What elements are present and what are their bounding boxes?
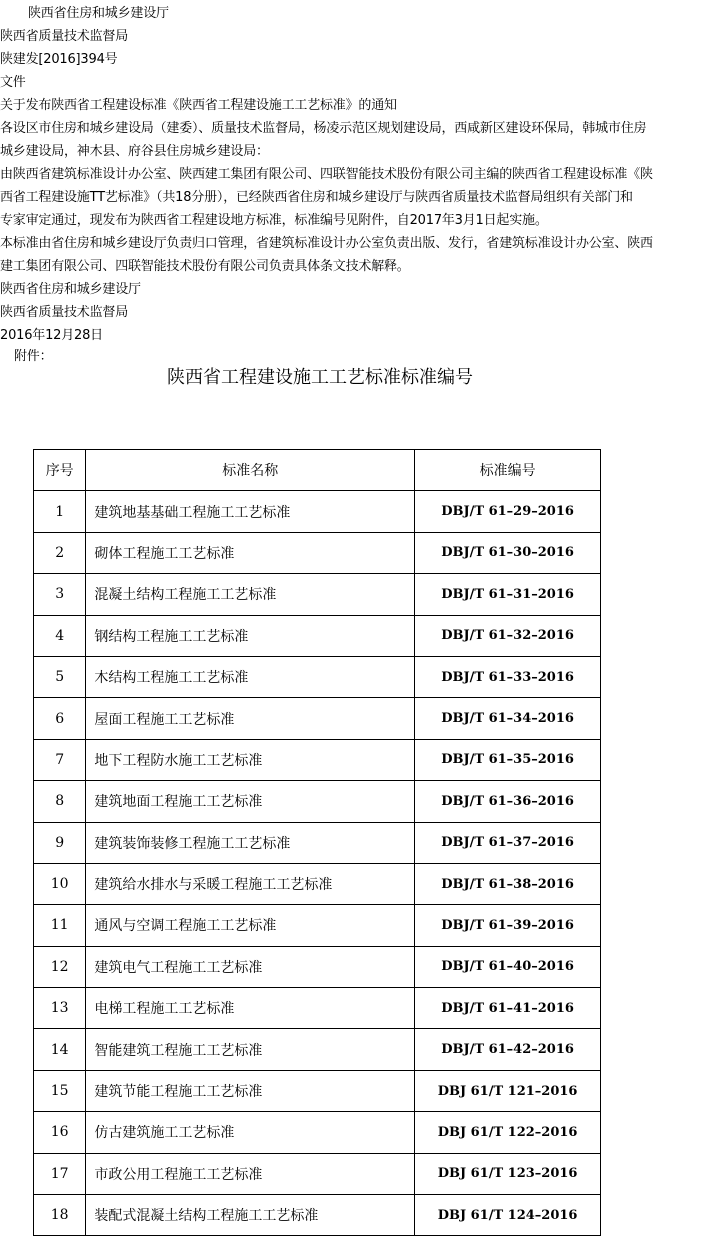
standard-code-cell: DBJ/T 61–32–2016 — [415, 615, 601, 656]
standard-code-cell: DBJ/T 61–39–2016 — [415, 905, 601, 946]
standard-code-cell: DBJ 61/T 123–2016 — [415, 1153, 601, 1194]
serial-cell: 17 — [34, 1153, 86, 1194]
standard-code-cell: DBJ/T 61–30–2016 — [415, 532, 601, 573]
standard-code-cell: DBJ/T 61–41–2016 — [415, 988, 601, 1029]
standard-name-cell: 建筑地基基础工程施工工艺标准 — [86, 491, 415, 532]
table-row — [34, 739, 601, 780]
table-row — [34, 491, 601, 532]
standard-name-cell: 建筑装饰装修工程施工工艺标准 — [86, 822, 415, 863]
standard-name-cell: 建筑地面工程施工工艺标准 — [86, 781, 415, 822]
table-row — [34, 1153, 601, 1194]
serial-cell: 14 — [34, 1029, 86, 1070]
standard-name-cell: 建筑节能工程施工工艺标准 — [86, 1070, 415, 1111]
serial-cell: 13 — [34, 988, 86, 1029]
standard-name-cell: 钢结构工程施工工艺标准 — [86, 615, 415, 656]
table-header-row — [34, 450, 601, 491]
table-row — [34, 1029, 601, 1070]
serial-cell: 16 — [34, 1112, 86, 1153]
attachment-label: 附件： — [14, 349, 53, 364]
attachment-title: 陕西省工程建设施工工艺标准标准编号 — [167, 367, 473, 388]
header-serial: 序号 — [34, 450, 86, 491]
standards-table — [33, 449, 601, 1236]
serial-cell: 6 — [34, 698, 86, 739]
serial-cell: 3 — [34, 574, 86, 615]
standard-name-cell: 建筑电气工程施工工艺标准 — [86, 946, 415, 987]
standard-code-cell: DBJ/T 61–36–2016 — [415, 781, 601, 822]
table-row — [34, 656, 601, 697]
standard-code-cell: DBJ/T 61–33–2016 — [415, 656, 601, 697]
table-row — [34, 1070, 601, 1111]
standard-name-cell: 混凝土结构工程施工工艺标准 — [86, 574, 415, 615]
table-row — [34, 1112, 601, 1153]
standard-code-cell: DBJ 61/T 124–2016 — [415, 1195, 601, 1236]
serial-cell: 8 — [34, 781, 86, 822]
table-row — [34, 905, 601, 946]
table-row — [34, 781, 601, 822]
standard-name-cell: 砌体工程施工工艺标准 — [86, 532, 415, 573]
serial-cell: 10 — [34, 863, 86, 904]
table-row — [34, 863, 601, 904]
standard-code-cell: DBJ 61/T 122–2016 — [415, 1112, 601, 1153]
table-row — [34, 698, 601, 739]
table-row — [34, 822, 601, 863]
serial-cell: 18 — [34, 1195, 86, 1236]
standard-code-cell: DBJ/T 61–31–2016 — [415, 574, 601, 615]
issue-date: 2016年12月28日 — [0, 328, 103, 343]
issuer-1: 陕西省住房和城乡建设厅 — [28, 6, 169, 21]
standard-code-cell: DBJ/T 61–29–2016 — [415, 491, 601, 532]
notice-subject: 关于发布陕西省工程建设标准《陕西省工程建设施工工艺标准》的通知 — [0, 98, 397, 113]
serial-cell: 11 — [34, 905, 86, 946]
table-row — [34, 574, 601, 615]
serial-cell: 9 — [34, 822, 86, 863]
standard-code-cell: DBJ/T 61–34–2016 — [415, 698, 601, 739]
standard-name-cell: 智能建筑工程施工工艺标准 — [86, 1029, 415, 1070]
doc-number: 陕建发[2016]394号 — [0, 52, 118, 67]
standard-name-cell: 电梯工程施工工艺标准 — [86, 988, 415, 1029]
standard-name-cell: 仿古建筑施工工艺标准 — [86, 1112, 415, 1153]
standard-name-cell: 装配式混凝土结构工程施工工艺标准 — [86, 1195, 415, 1236]
serial-cell: 12 — [34, 946, 86, 987]
signature-issuer-1: 陕西省住房和城乡建设厅 — [0, 282, 141, 297]
standard-code-cell: DBJ/T 61–35–2016 — [415, 739, 601, 780]
standard-code-cell: DBJ/T 61–40–2016 — [415, 946, 601, 987]
table-row — [34, 988, 601, 1029]
standard-name-cell: 木结构工程施工工艺标准 — [86, 656, 415, 697]
header-standard-code: 标准编号 — [415, 450, 601, 491]
serial-cell: 2 — [34, 532, 86, 573]
serial-cell: 15 — [34, 1070, 86, 1111]
standard-name-cell: 屋面工程施工工艺标准 — [86, 698, 415, 739]
signature-issuer-2: 陕西省质量技术监督局 — [0, 305, 129, 320]
body-paragraph-2-line-1: 本标准由省住房和城乡建设厅负责归口管理，省建筑标准设计办公室负责出版、发行，省建筑标准设计办公室、陕西 — [0, 236, 653, 251]
standard-code-cell: DBJ 61/T 121–2016 — [415, 1070, 601, 1111]
doc-type: 文件 — [0, 75, 26, 90]
standard-name-cell: 通风与空调工程施工工艺标准 — [86, 905, 415, 946]
standard-code-cell: DBJ/T 61–42–2016 — [415, 1029, 601, 1070]
serial-cell: 7 — [34, 739, 86, 780]
standard-code-cell: DBJ/T 61–38–2016 — [415, 863, 601, 904]
table-row — [34, 946, 601, 987]
recipients-line-1: 各设区市住房和城乡建设局（建委）、质量技术监督局，杨凌示范区规划建设局，西咸新区建设环保局，韩城市住房 — [0, 121, 647, 136]
table-row — [34, 1195, 601, 1236]
serial-cell: 4 — [34, 615, 86, 656]
header-standard-name: 标准名称 — [86, 450, 415, 491]
recipients-line-2: 城乡建设局，神木县、府谷县住房城乡建设局： — [0, 144, 269, 159]
table-row — [34, 615, 601, 656]
standard-name-cell: 市政公用工程施工工艺标准 — [86, 1153, 415, 1194]
standard-name-cell: 建筑给水排水与采暖工程施工工艺标准 — [86, 863, 415, 904]
serial-cell: 1 — [34, 491, 86, 532]
standard-code-cell: DBJ/T 61–37–2016 — [415, 822, 601, 863]
body-paragraph-1-line-1: 由陕西省建筑标准设计办公室、陕西建工集团有限公司、四联智能技术股份有限公司主编的陕西省工程建设标准《陕 — [0, 167, 653, 182]
table-row — [34, 532, 601, 573]
serial-cell: 5 — [34, 656, 86, 697]
body-paragraph-1-line-2: 西省工程建设施TT艺标准》（共18分册），已经陕西省住房和城乡建设厅与陕西省质量技术监督局组织有关部门和 — [0, 190, 633, 205]
body-paragraph-1-line-3: 专家审定通过，现发布为陕西省工程建设地方标准，标准编号见附件，自2017年3月1日起实施。 — [0, 213, 548, 228]
standard-name-cell: 地下工程防水施工工艺标准 — [86, 739, 415, 780]
issuer-2: 陕西省质量技术监督局 — [0, 29, 129, 44]
body-paragraph-2-line-2: 建工集团有限公司、四联智能技术股份有限公司负责具体条文技术解释。 — [0, 259, 410, 274]
